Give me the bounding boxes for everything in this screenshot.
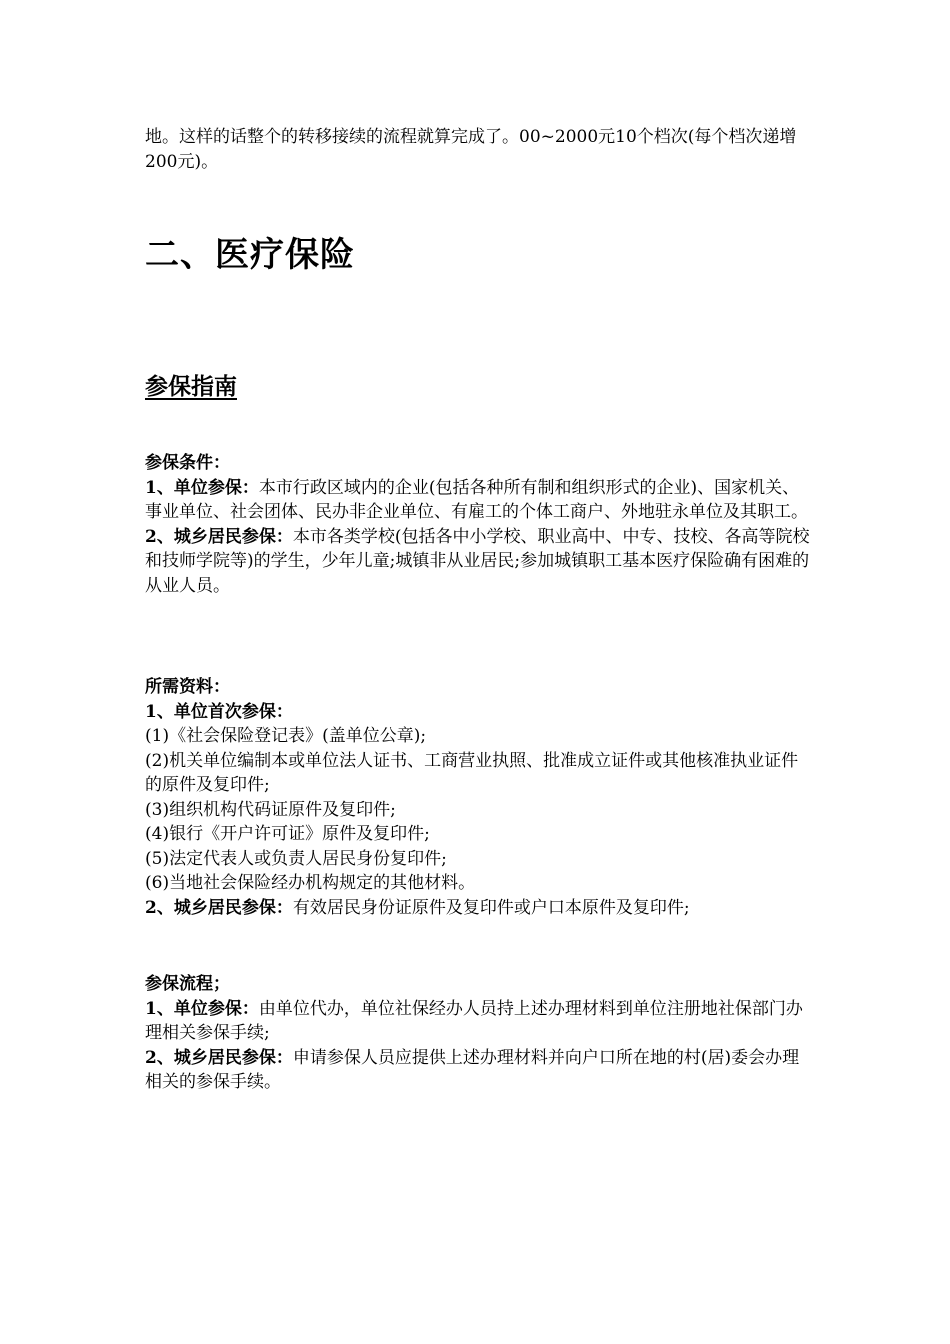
subsection-title: 参保指南 xyxy=(145,373,237,400)
materials-resident-label: 2、城乡居民参保： xyxy=(145,897,293,918)
intro-text: 地。这样的话整个的转移接续的流程就算完成了。00~2000元10个档次(每个档次递增200元)。 xyxy=(145,127,797,172)
section-heading xyxy=(145,235,810,275)
materials-section xyxy=(145,675,810,920)
subsection-heading xyxy=(145,372,810,402)
process-item-text: 申请参保人员应提供上述办理材料并向户口所在地的村(居)委会办理相关的参保手续。 xyxy=(145,1047,800,1092)
process-item-unit xyxy=(145,997,810,1046)
materials-list-item: (1)《社会保险登记表》(盖单位公章); xyxy=(145,726,427,746)
materials-unit-label: 1、单位首次参保： xyxy=(145,701,293,722)
process-item-text: 由单位代办，单位社保经办人员持上述办理材料到单位注册地社保部门办理相关参保手续; xyxy=(145,998,803,1043)
condition-item-label: 2、城乡居民参保： xyxy=(145,526,293,547)
materials-heading: 所需资料： xyxy=(145,677,230,697)
intro-paragraph xyxy=(145,125,810,174)
materials-list-item: (5)法定代表人或负责人居民身份复印件; xyxy=(145,848,447,869)
materials-list-item: (3)组织机构代码证原件及复印件; xyxy=(145,799,396,820)
materials-resident-item xyxy=(145,896,810,921)
materials-list-item: (4)银行《开户许可证》原件及复印件; xyxy=(145,824,430,844)
materials-resident-text: 有效居民身份证原件及复印件或户口本原件及复印件; xyxy=(292,897,690,918)
condition-item-label: 1、单位参保： xyxy=(145,477,259,498)
process-section xyxy=(145,972,810,1095)
conditions-section xyxy=(145,451,810,598)
condition-item-text: 本市行政区域内的企业(包括各种所有制和组织形式的企业)、国家机关、事业单位、社会团体、民办非企业单位、有雇工的个体工商户、外地驻永单位及其职工。 xyxy=(145,477,808,522)
process-heading: 参保流程； xyxy=(145,974,230,994)
section-title: 二、医疗保险 xyxy=(145,235,355,275)
materials-list-item: (2)机关单位编制本或单位法人证书、工商营业执照、批准成立证件或其他核准执业证件的原件及复印件; xyxy=(145,750,799,795)
condition-item-resident xyxy=(145,525,810,599)
conditions-heading: 参保条件： xyxy=(145,453,230,473)
process-item-resident xyxy=(145,1046,810,1095)
process-item-label: 1、单位参保： xyxy=(145,998,259,1019)
process-item-label: 2、城乡居民参保： xyxy=(145,1047,293,1068)
materials-list-item: (6)当地社会保险经办机构规定的其他材料。 xyxy=(145,873,476,893)
condition-item-unit xyxy=(145,476,810,525)
condition-item-text: 本市各类学校(包括各中小学校、职业高中、中专、技校、各高等院校和技师学院等)的学生，少年儿童;城镇非从业居民;参加城镇职工基本医疗保险确有困难的从业人员。 xyxy=(145,526,810,596)
